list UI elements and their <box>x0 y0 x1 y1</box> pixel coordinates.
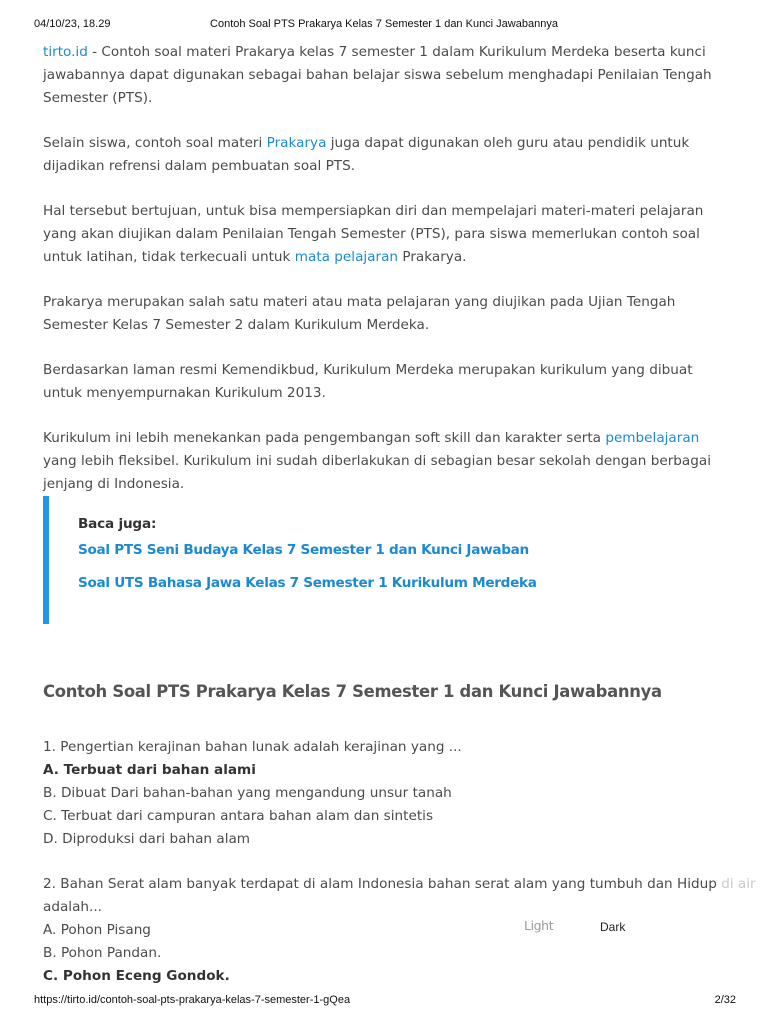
question-1-option-a: A. Terbuat dari bahan alami <box>43 762 256 778</box>
question-1-option-d: D. Diproduksi dari bahan alam <box>43 831 251 847</box>
paragraph-purpose <box>43 200 733 269</box>
question-2-text: 2. Bahan Serat alam banyak terdapat di alam Indonesia bahan serat alam yang tumbuh dan Hidup <box>43 876 722 892</box>
theme-light-button[interactable]: Light <box>524 918 554 933</box>
paragraph-text: Selain siswa, contoh soal materi <box>43 135 267 151</box>
quiz-list <box>43 736 756 988</box>
print-page-title: Contoh Soal PTS Prakarya Kelas 7 Semester 1 dan Kunci Jawabannya <box>210 18 558 30</box>
prakarya-link[interactable]: Prakarya <box>266 135 327 151</box>
paragraph-intro <box>43 41 733 110</box>
print-header <box>0 14 768 30</box>
read-also-link-bahasa-jawa[interactable]: Soal UTS Bahasa Jawa Kelas 7 Semester 1 Kurikulum Merdeka <box>78 575 537 591</box>
tirto-link[interactable]: tirto.id <box>43 44 88 60</box>
article-body <box>43 41 733 518</box>
print-footer <box>0 992 768 1008</box>
print-page-number: 2/32 <box>714 994 736 1006</box>
question-2-faded-text: di air <box>721 876 756 892</box>
question-2-option-a: A. Pohon Pisang <box>43 922 151 938</box>
read-also-box <box>43 496 733 624</box>
theme-dark-button[interactable]: Dark <box>600 920 626 934</box>
mata-pelajaran-link[interactable]: mata pelajaran <box>294 249 399 265</box>
paragraph-text: Kurikulum ini lebih menekankan pada pengembangan soft skill dan karakter serta <box>43 430 606 446</box>
paragraph-kemendikbud: Berdasarkan laman resmi Kemendikbud, Kurikulum Merdeka merupakan kurikulum yang dibuat untuk menyempurnakan Kurikulum 2013. <box>43 362 693 401</box>
pembelajaran-link[interactable]: pembelajaran <box>605 430 700 446</box>
paragraph-teachers <box>43 132 733 178</box>
question-2-option-b: B. Pohon Pandan. <box>43 945 162 961</box>
paragraph-text: Hal tersebut bertujuan, untuk bisa mempersiapkan diri dan mempelajari materi-materi pelajaran yang akan diujikan dalam Penilaian Tengah Semester (PTS), para siswa memerlukan contoh soal untuk latihan, tidak terkecuali untuk <box>43 203 704 265</box>
paragraph-curriculum <box>43 427 733 496</box>
paragraph-prakarya: Prakarya merupakan salah satu materi atau mata pelajaran yang diujikan pada Ujian Tengah Semester Kelas 7 Semester 2 dalam Kurikulum Merdeka. <box>43 294 676 333</box>
question-1-option-c: C. Terbuat dari campuran antara bahan alam dan sintetis <box>43 808 434 824</box>
question-1: 1. Pengertian kerajinan bahan lunak adalah kerajinan yang ... <box>43 739 462 755</box>
question-2 <box>43 873 756 896</box>
print-url: https://tirto.id/contoh-soal-pts-prakarya-kelas-7-semester-1-gQea <box>34 994 351 1006</box>
paragraph-intro-text: - Contoh soal materi Prakarya kelas 7 semester 1 dalam Kurikulum Merdeka beserta kunci jawabannya dapat digunakan sebagai bahan belajar siswa sebelum menghadapi Penilaian Tengah Semester (PTS). <box>43 44 712 106</box>
question-2-option-c: C. Pohon Eceng Gondok. <box>43 968 230 984</box>
section-title: Contoh Soal PTS Prakarya Kelas 7 Semester 1 dan Kunci Jawabannya <box>43 682 662 701</box>
print-datetime: 04/10/23, 18.29 <box>34 18 111 30</box>
read-also-link-seni-budaya[interactable]: Soal PTS Seni Budaya Kelas 7 Semester 1 dan Kunci Jawaban <box>78 542 529 558</box>
read-also-label: Baca juga: <box>78 516 157 532</box>
paragraph-text: juga dapat digunakan oleh guru atau pendidik untuk dijadikan refrensi dalam pembuatan soal PTS. <box>43 135 690 174</box>
paragraph-text: Prakarya. <box>398 249 467 265</box>
question-1-option-b: B. Dibuat Dari bahan-bahan yang mengandung unsur tanah <box>43 785 452 801</box>
question-2-continuation: adalah... <box>43 899 102 915</box>
paragraph-text: yang lebih fleksibel. Kurikulum ini sudah diberlakukan di sebagian besar sekolah dengan berbagai jenjang di Indonesia. <box>43 453 711 492</box>
